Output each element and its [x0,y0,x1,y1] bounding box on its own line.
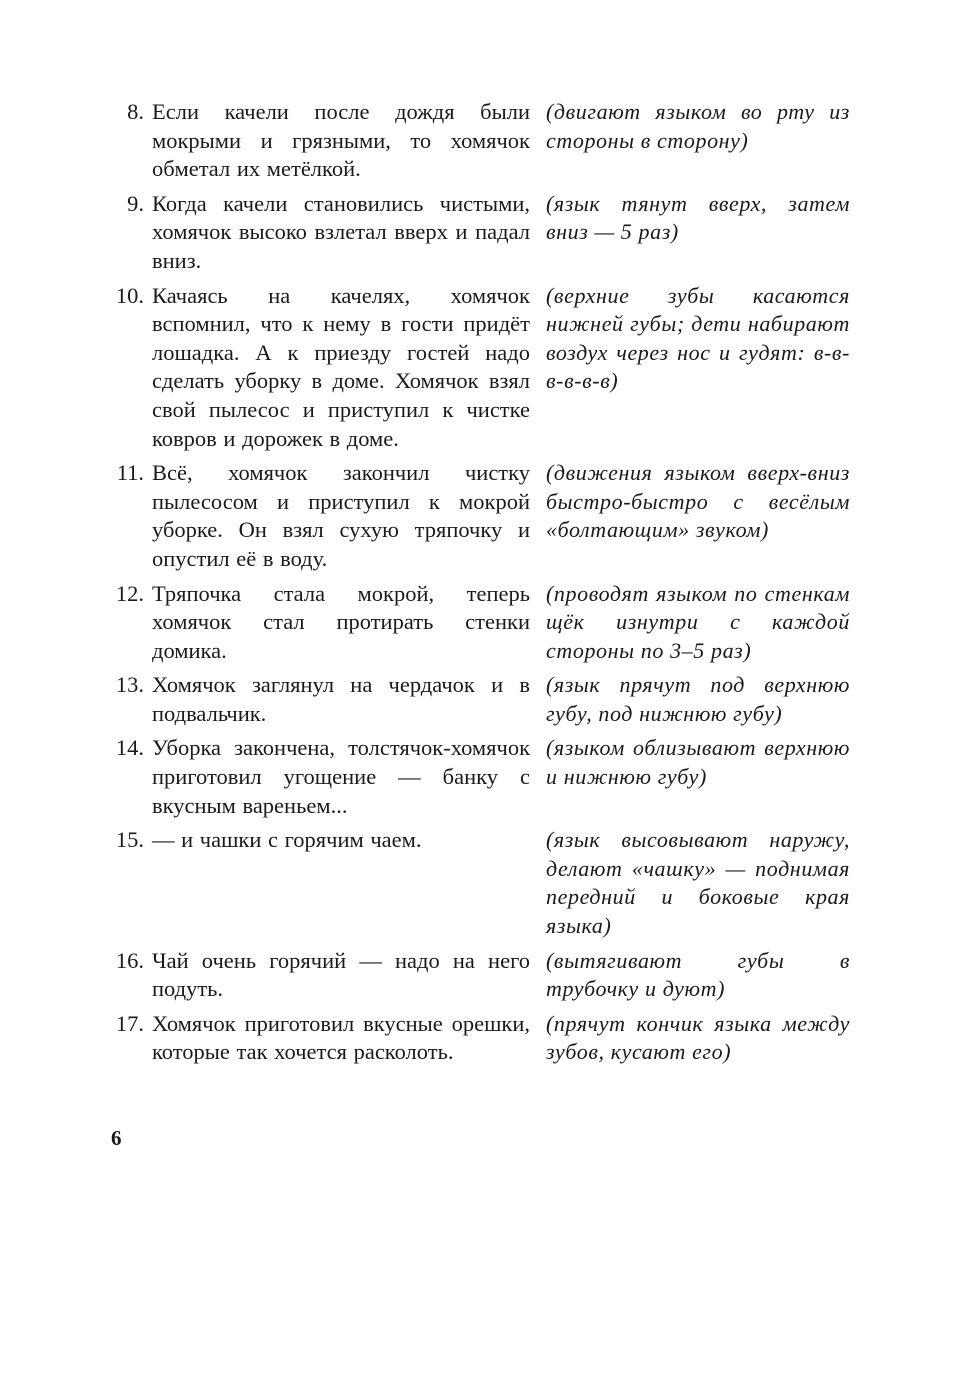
item-instruction: (проводят языком по стенкам щёк изнутри с каждой стороны по 3–5 раз) [546,580,850,663]
item-number: 14. [115,735,144,761]
list-item [100,1010,860,1067]
item-instruction: (вытягивают губы в трубочку и дуют) [546,947,850,1002]
item-text: Хомячок приготовил вкусные орешки, которые так хочется расколоть. [152,1010,530,1065]
list-item [100,98,860,184]
item-text: Уборка закончена, толстячок-хомячок приготовил угощение — банку с вкусным вареньем... [152,735,530,818]
list-item [100,282,860,454]
item-number: 8. [127,99,144,124]
item-instruction: (языком облизывают верхнюю и нижнюю губу) [546,735,850,790]
list-item [100,826,860,940]
list-item [100,190,860,276]
item-text: Когда качели становились чистыми, хомячок высоко взлетал вверх и падал вниз. [152,190,530,273]
item-number: 11. [116,460,144,486]
item-number: 9. [127,190,144,216]
list-item [100,947,860,1004]
item-text: — и чашки с горячим чаем. [152,827,422,853]
item-instruction: (движения языком вверх-вниз быстро-быстро с весёлым «болтающим» звуком) [546,460,850,543]
item-text: Всё, хомячок закончил чистку пылесосом и приступил к мокрой уборке. Он взял сухую тряпочку и опустил её в воду. [152,460,530,571]
item-instruction: (язык прячут под верхнюю губу, под нижнюю губу) [546,672,850,726]
exercise-list [100,98,860,1067]
item-instruction: (язык тянут вверх, затем вниз — 5 раз) [546,190,850,245]
item-number: 13. [115,672,144,698]
item-text: Чай очень горячий — надо на него подуть. [152,947,530,1002]
page-number: 6 [111,1126,122,1150]
item-number: 10. [115,282,144,308]
list-item [100,734,860,820]
item-instruction: (верхние зубы касаются нижней губы; дети набирают воздух через нос и гудят: в-в-в-в-в-в) [546,282,850,394]
list-item [100,459,860,573]
item-text: Если качели после дождя были мокрыми и грязными, то хомячок обметал их метёлкой. [152,99,530,182]
item-number: 15. [115,827,144,853]
item-number: 17. [115,1010,144,1036]
item-text: Тряпочка стала мокрой, теперь хомячок стал протирать стенки домика. [152,580,530,663]
item-instruction: (двигают языком во рту из стороны в сторону) [546,99,850,153]
item-instruction: (язык высовывают наружу, делают «чашку» — поднимая передний и боковые края языка) [546,827,850,939]
list-item [100,671,860,728]
item-text: Хомячок заглянул на чердачок и в подвальчик. [152,672,530,726]
item-instruction: (прячут кончик языка между зубов, кусают его) [546,1010,850,1065]
item-text: Качаясь на качелях, хомячок вспомнил, что к нему в гости придёт лошадка. А к приезду гостей надо сделать уборку в доме. Хомячок взял свой пылесос и приступил к чистке ковров и дорожек в доме. [152,282,530,451]
item-number: 16. [115,947,144,973]
item-number: 12. [115,580,144,606]
list-item [100,580,860,666]
